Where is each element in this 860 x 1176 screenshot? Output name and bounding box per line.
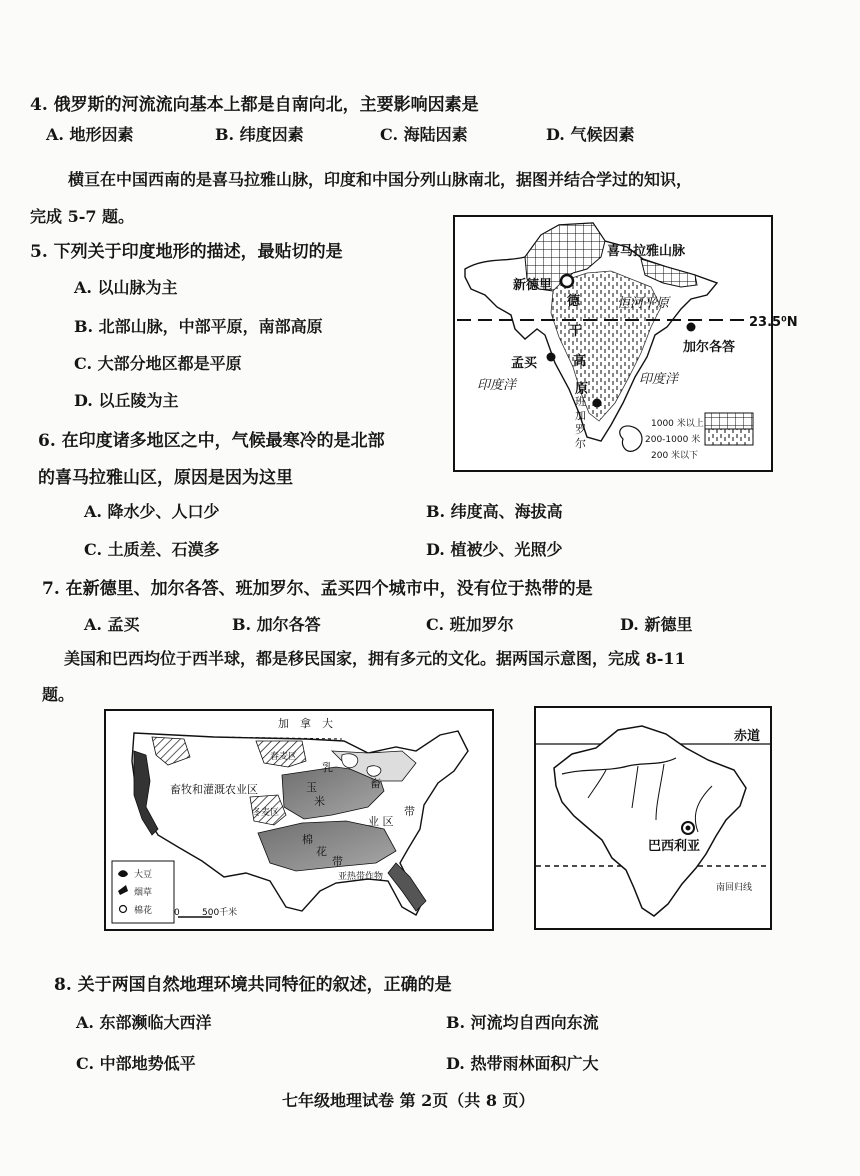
plateau-char-3: 高 [573, 354, 587, 369]
q7-stem: 7. 在新德里、加尔各答、班加罗尔、孟买四个城市中，没有位于热带的是 [42, 579, 593, 599]
q4-option-c: C. 海陆因素 [380, 125, 468, 144]
usbr-intro-line2: 题。 [42, 685, 75, 704]
dairy-char-3: 带 [404, 805, 415, 818]
q4-option-d: D. 气候因素 [546, 125, 635, 144]
bangalore-marker [593, 399, 602, 408]
dairy-char-2: 畜 [370, 777, 381, 790]
india-intro-line1: 横亘在中国西南的是喜马拉雅山脉，印度和中国分列山脉南北，据图并结合学过的知识， [68, 170, 693, 189]
india-map [453, 215, 798, 472]
page-footer: 七年级地理试卷 第 2页（共 8 页） [282, 1091, 535, 1110]
bangalore-char-1: 班 [575, 395, 586, 408]
tropic-label: 南回归线 [716, 883, 753, 893]
dairy-char-1: 乳 [322, 761, 333, 774]
q5-stem: 5. 下列关于印度地形的描述，最贴切的是 [30, 242, 343, 262]
ganges-plain-label: 恒河平原 [617, 296, 670, 311]
kolkata-label: 加尔各答 [683, 340, 736, 355]
q8-option-a: A. 东部濒临大西洋 [76, 1013, 212, 1032]
q6-option-a: A. 降水少、人口少 [84, 502, 220, 521]
new-delhi-marker [561, 275, 573, 287]
subtropical-label: 亚热带作物 [338, 872, 384, 882]
himalaya-label: 喜马拉雅山脉 [607, 244, 686, 259]
q7-option-a: A. 孟买 [84, 615, 140, 634]
kolkata-marker [687, 323, 696, 332]
plateau-char-1: 德 [567, 294, 581, 309]
q8-option-d: D. 热带雨林面积广大 [446, 1054, 599, 1073]
legend-high: 1000 米以上 [651, 419, 704, 429]
q6-stem-line2: 的喜马拉雅山区，原因是因为这里 [38, 468, 293, 488]
cotton-char-3: 带 [332, 855, 343, 868]
q8-option-c: C. 中部地势低平 [76, 1054, 196, 1073]
plateau-char-2: 干 [569, 324, 583, 339]
q5-option-d: D. 以丘陵为主 [74, 391, 179, 410]
scale-label: 500千米 [202, 908, 238, 918]
cotton-char-2: 花 [316, 845, 327, 858]
cotton-icon [120, 906, 127, 913]
bangalore-char-3: 罗 [575, 423, 586, 436]
canada-label: 加 拿 大 [278, 717, 333, 730]
latitude-label: 23.5⁰N [749, 315, 798, 330]
usa-legend [112, 861, 174, 923]
india-legend [620, 413, 753, 461]
q5-option-a: A. 以山脉为主 [74, 278, 178, 297]
q6-option-c: C. 土质差、石漠多 [84, 540, 220, 559]
q7-option-d: D. 新德里 [620, 615, 693, 634]
brazil-map [534, 706, 772, 930]
winter-wheat-label: 冬麦区 [252, 808, 280, 818]
q5-option-b: B. 北部山脉，中部平原，南部高原 [74, 317, 323, 336]
q6-stem-line1: 6. 在印度诸多地区之中，气候最寒冷的是北部 [38, 431, 385, 451]
bangalore-char-4: 尔 [575, 437, 586, 450]
q7-option-c: C. 班加罗尔 [426, 615, 514, 634]
mumbai-label: 孟买 [511, 356, 538, 371]
spring-wheat-label: 春麦区 [270, 752, 298, 762]
corn-char-2: 米 [314, 795, 325, 808]
new-delhi-label: 新德里 [513, 278, 553, 293]
ocean-right-label: 印度洋 [639, 372, 679, 387]
cotton-char-1: 棉 [302, 833, 313, 846]
q7-option-b: B. 加尔各答 [232, 615, 321, 634]
brasilia-label: 巴西利亚 [648, 839, 701, 854]
q4-stem: 4. 俄罗斯的河流流向基本上都是自南向北，主要影响因素是 [30, 95, 479, 115]
corn-char-1: 玉 [306, 781, 317, 794]
q5-option-c: C. 大部分地区都是平原 [74, 354, 242, 373]
q6-option-d: D. 植被少、光照少 [426, 540, 563, 559]
legend-tobacco: 烟草 [134, 888, 153, 898]
legend-cotton: 棉花 [134, 906, 153, 916]
usa-map [104, 709, 494, 931]
usbr-intro-line1: 美国和巴西均位于西半球，都是移民国家，拥有多元的文化。据两国示意图，完成 8-11 [64, 649, 686, 668]
q4-option-b: B. 纬度因素 [215, 125, 304, 144]
legend-low: 200 米以下 [651, 451, 699, 461]
q8-option-b: B. 河流均自西向东流 [446, 1013, 599, 1032]
q4-option-a: A. 地形因素 [46, 125, 134, 144]
bangalore-char-2: 加 [575, 409, 586, 422]
mixed-farming-label: 业 区 [368, 815, 394, 828]
legend-mid: 200-1000 米 [645, 435, 701, 445]
plateau-char-4: 原 [575, 382, 589, 397]
grazing-zone-label: 畜牧和灌溉农业区 [170, 783, 258, 796]
q6-option-b: B. 纬度高、海拔高 [426, 502, 563, 521]
legend-soybean: 大豆 [134, 870, 153, 880]
mumbai-marker [547, 353, 556, 362]
equator-label: 赤道 [734, 729, 761, 744]
ocean-left-label: 印度洋 [477, 378, 517, 393]
q8-stem: 8. 关于两国自然地理环境共同特征的叙述，正确的是 [54, 975, 452, 995]
scale-zero: 0 [174, 908, 180, 918]
india-intro-line2: 完成 5-7 题。 [30, 207, 135, 226]
